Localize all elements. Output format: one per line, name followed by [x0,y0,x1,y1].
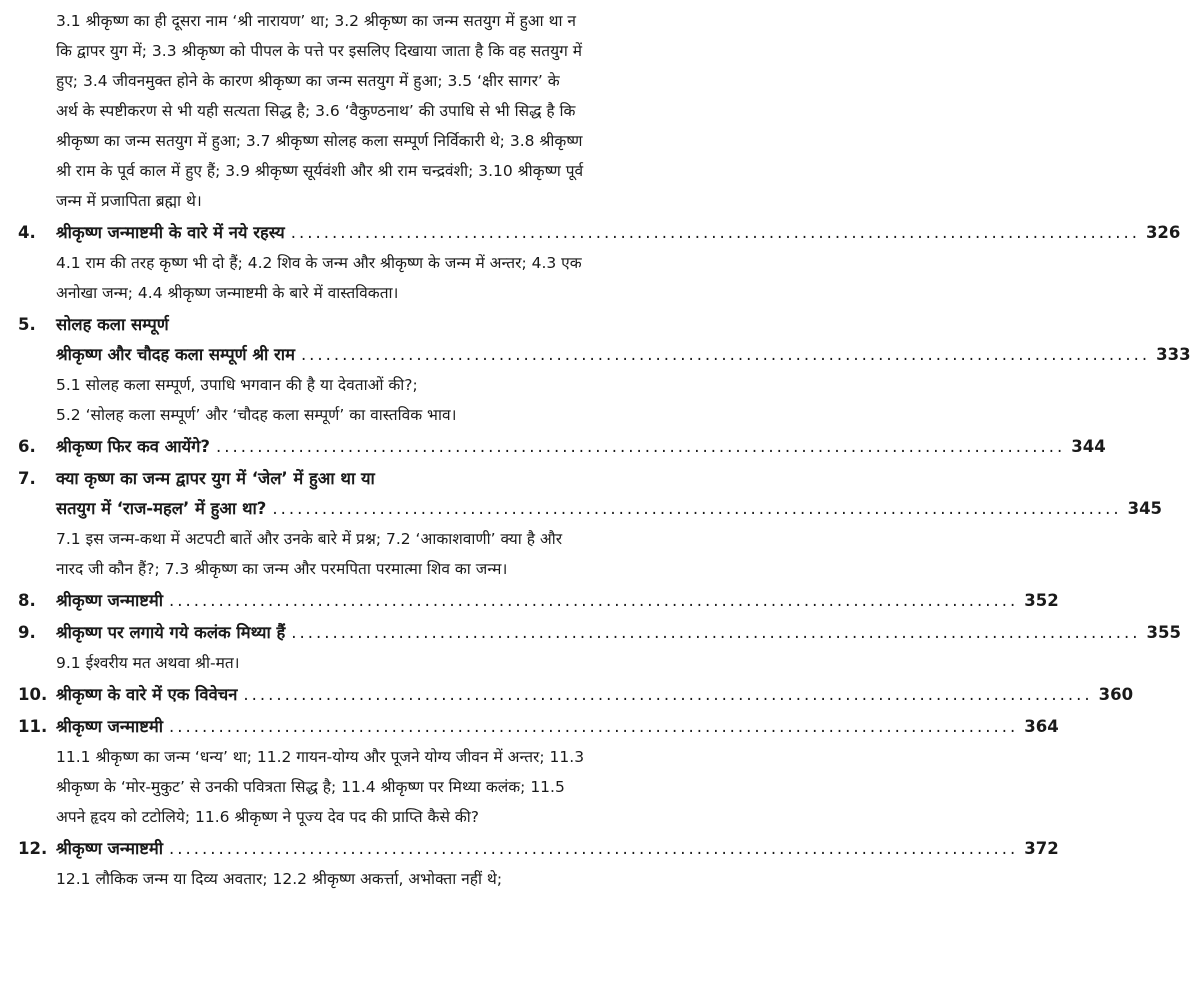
page-number: 326 [1145,223,1181,242]
toc-entry-5-heading[interactable] [18,310,586,340]
toc-entry-7[interactable] [18,494,1163,524]
entry-title: श्रीकृष्ण जन्माष्टमी [56,591,164,610]
page-number: 372 [1024,839,1059,858]
entry-title-line1: सोलह कला सम्पूर्ण [56,315,169,334]
page-number: 333 [1156,345,1191,364]
toc-entry-12[interactable] [18,834,1059,864]
entry-12-subtopics: 12.1 लौकिक जन्म या दिव्य अवतार; 12.2 श्रीकृष्ण अकर्त्ता, अभोक्ता नहीं थे; [56,870,503,888]
entry-title: श्रीकृष्ण पर लगाये गये कलंक मिथ्या हैं [56,623,286,642]
toc-entry-4[interactable] [18,218,1181,248]
toc-entry-10[interactable] [18,680,1134,710]
toc-entry-8[interactable] [18,586,1059,616]
entry-11-subtopics: 11.1 श्रीकृष्ण का जन्म ‘धन्य’ था; 11.2 गायन-योग्य और पूजने योग्य जीवन में अन्तर; 11.3 श्रीकृष्ण के ‘मोर-मुकुट’ से उनकी पवित्रता सिद्ध है; 11.4 श्रीकृष्ण पर मिथ्या कलंक; 11.5 अपने हृदय को टटोलिये; 11.6 श्रीकृष्ण ने पूज्य देव पद की प्राप्ति कैसे की? [56,748,585,826]
entry-number: 10. [18,685,48,704]
entry-title: सतयुग में ‘राज-महल’ में हुआ था? [56,499,267,518]
entry-number: 7. [18,469,36,488]
toc-entry-9[interactable] [18,618,1181,648]
page-number: 360 [1098,685,1134,704]
toc-entry-6[interactable] [18,432,1106,462]
entry-5-subtopic-2: 5.2 ‘सोलह कला सम्पूर्ण’ और ‘चौदह कला सम्पूर्ण’ का वास्तविक भाव। [56,406,457,424]
entry-title: श्रीकृष्ण जन्माष्टमी [56,717,164,736]
entry-number: 4. [18,223,36,242]
page-number: 345 [1127,499,1163,518]
leader-dots: ....................................................................................................... [243,685,1093,704]
entry-title: श्रीकृष्ण और चौदह कला सम्पूर्ण श्री राम [56,345,295,364]
page-number: 344 [1071,437,1106,456]
entry-5-subtopic-1: 5.1 सोलह कला सम्पूर्ण, उपाधि भगवान की है या देवताओं की?; [56,376,418,394]
entry-title: श्रीकृष्ण जन्माष्टमी के वारे में नये रहस्य [56,223,285,242]
entry-title: श्रीकृष्ण फिर कव आयेंगे? [56,437,210,456]
leader-dots: ....................................................................................................... [169,839,1019,858]
page-number: 364 [1024,717,1059,736]
section-3-subtopics: 3.1 श्रीकृष्ण का ही दूसरा नाम ‘श्री नारायण’ था; 3.2 श्रीकृष्ण का जन्म सतयुग में हुआ था न कि द्वापर युग में; 3.3 श्रीकृष्ण को पीपल के पत्ते पर इसलिए दिखाया जाता है कि वह सतयुग में हुए; 3.4 जीवनमुक्त होने के कारण श्रीकृष्ण का जन्म सतयुग में हुआ; 3.5 ‘क्षीर सागर’ के अर्थ के स्पष्टीकरण से भी यही सत्यता सिद्ध है; 3.6 ‘वैकुण्ठनाथ’ की उपाधि से भी सिद्ध है कि श्रीकृष्ण का जन्म सतयुग में हुआ; 3.7 श्रीकृष्ण सोलह कला सम्पूर्ण निर्विकारी थे; 3.8 श्रीकृष्ण श्री राम के पूर्व काल में हुए हैं; 3.9 श्रीकृष्ण सूर्यवंशी और श्री राम चन्द्रवंशी; 3.10 श्रीकृष्ण पूर्व जन्म में प्रजापिता ब्रह्मा थे। [56,12,584,210]
entry-number: 12. [18,839,48,858]
leader-dots: ....................................................................................................... [300,345,1151,364]
entry-number: 9. [18,623,36,642]
page-number: 355 [1146,623,1181,642]
leader-dots: ....................................................................................................... [216,437,1066,456]
entry-7-subtopics: 7.1 इस जन्म-कथा में अटपटी बातें और उनके बारे में प्रश्न; 7.2 ‘आकाशवाणी’ क्या है और नारद जी कौन हैं?; 7.3 श्रीकृष्ण का जन्म और परमपिता परमात्मा शिव का जन्म। [56,530,563,578]
entry-title-line1: क्या कृष्ण का जन्म द्वापर युग में ‘जेल’ में हुआ था या [56,469,375,488]
entry-4-subtopics: 4.1 राम की तरह कृष्ण भी दो हैं; 4.2 शिव के जन्म और श्रीकृष्ण के जन्म में अन्तर; 4.3 एक अनोखा जन्म; 4.4 श्रीकृष्ण जन्माष्टमी के बारे में वास्तविकता। [56,254,582,302]
entry-title: श्रीकृष्ण जन्माष्टमी [56,839,164,858]
toc-entry-7-heading[interactable] [18,464,586,494]
leader-dots: ....................................................................................................... [291,623,1141,642]
entry-number: 5. [18,315,36,334]
entry-title: श्रीकृष्ण के वारे में एक विवेचन [56,685,238,704]
page-number: 352 [1024,591,1059,610]
entry-9-subtopics: 9.1 ईश्वरीय मत अथवा श्री-मत। [56,654,240,672]
entry-number: 11. [18,717,48,736]
leader-dots: ....................................................................................................... [169,717,1019,736]
leader-dots: ....................................................................................................... [169,591,1019,610]
entry-number: 6. [18,437,36,456]
toc-entry-5[interactable] [18,340,1191,370]
toc-entry-11[interactable] [18,712,1059,742]
leader-dots: ....................................................................................................... [290,223,1140,242]
leader-dots: ....................................................................................................... [272,499,1122,518]
entry-number: 8. [18,591,36,610]
